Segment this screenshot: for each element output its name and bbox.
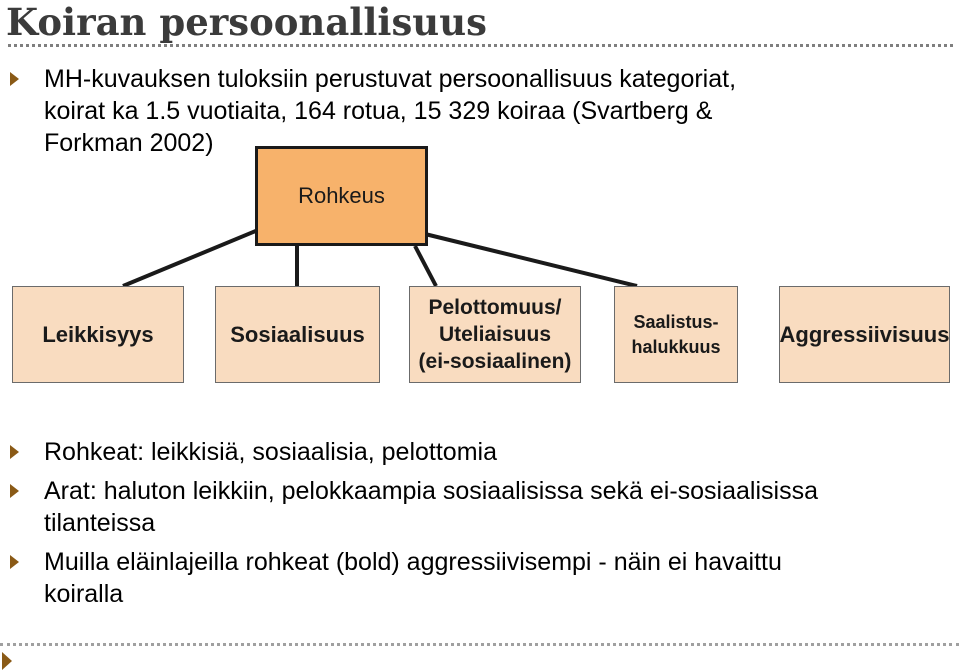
bullet-arrow-icon: [10, 445, 19, 459]
node-sosiaalisuus: Sosiaalisuus: [215, 286, 380, 383]
bullet-line: Arat: haluton leikkiin, pelokkaampia sosiaalisissa sekä ei-sosiaalisissa: [44, 477, 818, 505]
bullet-line: Muilla eläinlajeilla rohkeat (bold) aggressiivisempi - näin ei havaittu: [44, 548, 782, 576]
page-title: Koiran persoonallisuus: [6, 0, 487, 44]
bullet-line: koiralla: [44, 580, 124, 608]
intro-line: Forkman 2002): [44, 129, 214, 157]
node-pelottomuus: Pelottomuus/ Uteliaisuus (ei-sosiaalinen): [409, 286, 581, 383]
footer-divider: [0, 643, 959, 646]
bullet-arrow-icon: [10, 484, 19, 498]
connector-leikkisyys: [123, 230, 258, 286]
node-saalistushalukkuus: Saalistus- halukkuus: [614, 286, 738, 383]
bullet-arrow-icon: [10, 555, 19, 569]
connector-pelottomuus: [415, 246, 436, 286]
bullet-line: tilanteissa: [44, 509, 156, 537]
bullet-line: Rohkeat: leikkisiä, sosiaalisia, pelottomia: [44, 438, 497, 466]
corner-arrow-icon: [2, 652, 12, 670]
connector-saalistus: [425, 234, 637, 286]
node-aggressiivisuus: Aggressiivisuus: [779, 286, 950, 383]
node-leikkisyys: Leikkisyys: [12, 286, 184, 383]
root-node-rohkeus: Rohkeus: [255, 146, 428, 246]
intro-line: koirat ka 1.5 vuotiaita, 164 rotua, 15 329 koiraa (Svartberg &: [44, 97, 713, 125]
intro-line: MH-kuvauksen tuloksiin perustuvat persoonallisuus kategoriat,: [44, 65, 737, 93]
